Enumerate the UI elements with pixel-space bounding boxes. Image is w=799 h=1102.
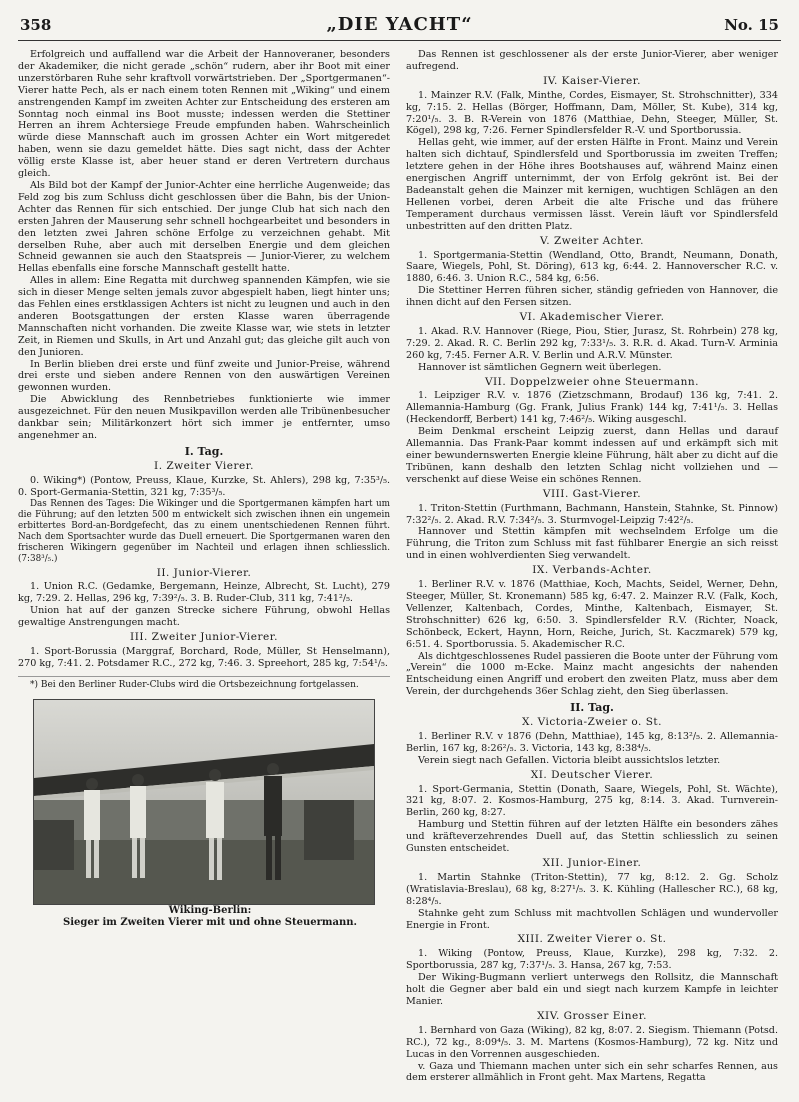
race-result: 1. Mainzer R.V. (Falk, Minthe, Cordes, Eismayer, St. Strohschnitter), 334 kg, 7:15. 2. Hellas (Börger, Hoffmann, Dam, Möller, St. Kube), 314 kg, 7:20¹/₅. 3. B. R-Verein von 1876 (Matthiae, Dehn, Steeger, Müller, St. Kögel), 298 kg, 7:26. Ferner Spindlersfelder R.-V. und Sportborussia.: [406, 89, 778, 137]
race-report: Stahnke geht zum Schluss mit machtvollen Schlägen und wundervoller Energie in Front.: [406, 907, 778, 931]
race-heading: VII. Doppelzweier ohne Steuermann.: [484, 375, 700, 388]
race-heading: III. Zweiter Junior-Vierer.: [130, 631, 278, 644]
race-heading: XIII. Zweiter Vierer o. St.: [517, 933, 667, 946]
race-report: Hannover ist sämtlichen Gegnern weit überlegen.: [418, 361, 662, 373]
race-report: Hamburg und Stettin führen auf der letzten Hälfte ein besonders zähes und kräfteverzehrendes Duell auf, das Stettin schliesslich zu seinen Gunsten entscheidet.: [406, 819, 778, 855]
race-report: Union hat auf der ganzen Strecke sichere Führung, obwohl Hellas gewaltige Anstrengungen macht.: [18, 605, 390, 629]
race-heading: XII. Junior-Einer.: [542, 857, 642, 869]
paragraph: Alles in allem: Eine Regatta mit durchweg spannenden Kämpfen, wie sie sich in dieser Menge selten jemals zuvor abgespielt haben, liegt hinter uns; das Fehlen eines erstklassigen Achters ist nicht zu leugnen und auch in den anderen Bootsgattungen der ersten Klasse waren überragende Mannschaften nicht vorhanden. Die zweite Klasse war, wie stets in letzter Zeit, in Riemen und Skulls, in Art und Anzahl gut; das gleiche gilt auch von den Junioren.: [18, 275, 390, 358]
rowing-crew-image: [34, 700, 374, 904]
race-report: Hannover und Stettin kämpfen mit wechselndem Erfolge um die Führung, die Triton zum Schluss mit fast fühlbarer Energie an sich reisst und in einen wohlverdienten Sieg verwandelt.: [406, 526, 778, 562]
race-heading: I. Zweiter Vierer.: [154, 459, 254, 472]
paragraph: Als Bild bot der Kampf der Junior-Achter eine herrliche Augenweide; das Feld zog bis zum Schluss dicht geschlossen über die Bahn, bis der Union-Achter das Rennen für sich entschied. Der junge Club hat sich nach den ersten Jahren der Mauserung sehr schnell hochgearbeitet und besonders in den letzten zwei Jahren schöne Erfolge zu verzeichnen gehabt. Mit derselben Ruhe, aber auch mit derselben Energie und dem gleichen Schneid gewannen sie auch den Staatspreis — Junior-Vierer, zu welchem Hellas ebenfalls eine forsche Mannschaft gestellt hatte.: [18, 179, 390, 275]
race-heading: XIV. Grosser Einer.: [537, 1009, 647, 1022]
journal-title: „DIE YACHT“: [326, 14, 473, 35]
race-heading: VIII. Gast-Vierer.: [542, 487, 642, 500]
footnote: *) Bei den Berliner Ruder-Clubs wird die Ortsbezeichnung fortgelassen.: [18, 676, 390, 691]
race-heading: IV. Kaiser-Vierer.: [543, 74, 641, 87]
race-heading: VI. Akademischer Vierer.: [519, 311, 665, 324]
race-heading: IX. Verbands-Achter.: [532, 564, 652, 577]
race-heading: XI. Deutscher Vierer.: [530, 768, 654, 781]
race-result: 1. Martin Stahnke (Triton-Stettin), 77 kg, 8:12. 2. Gg. Scholz (Wratislavia-Breslau), 68 kg, 8:27¹/₅. 3. K. Kühling (Hallescher RC.), 68 kg, 8:28⁴/₅.: [406, 871, 778, 907]
photo-caption-subtitle: Sieger im Zweiten Vierer mit und ohne Steuermann.: [62, 916, 357, 928]
paragraph: In Berlin blieben drei erste und fünf zweite und Junior-Preise, während drei erste und sieben andere Rennen von den auswärtigen Vereinen gewonnen wurden.: [18, 358, 390, 394]
day-heading: I. Tag.: [184, 444, 224, 458]
page-number: 358: [20, 16, 52, 34]
race-heading: X. Victoria-Zweier o. St.: [521, 716, 662, 729]
race-heading: II. Junior-Vierer.: [156, 566, 252, 579]
photo-caption-title: Wiking-Berlin:: [168, 904, 252, 916]
race-result: 1. Wiking (Pontow, Preuss, Klaue, Kurzke), 298 kg, 7:32. 2. Sportborussia, 287 kg, 7:37¹/₅. 3. Hansa, 267 kg, 7:53.: [406, 948, 778, 972]
race-report: Der Wiking-Bugmann verliert unterwegs den Rollsitz, die Mannschaft holt die Gegner aber bald ein und siegt nach kurzem Kampfe in leichter Manier.: [406, 972, 778, 1007]
race-report: Die Stettiner Herren führen sicher, ständig gefrieden von Hannover, die ihnen dicht auf den Fersen sitzen.: [406, 285, 778, 309]
race-result: 1. Akad. R.V. Hannover (Riege, Piou, Stier, Jurasz, St. Rohrbein) 278 kg, 7:29. 2. Akad. R. C. Berlin 292 kg, 7:33¹/₅. 3. R.R. d. Akad. Turn-V. Arminia 260 kg, 7:45. Ferner A.R. V. Berlin und A.R.V. Münster.: [406, 325, 778, 361]
race-heading: V. Zweiter Achter.: [540, 234, 644, 247]
race-result: 1. Union R.C. (Gedamke, Bergemann, Heinze, Albrecht, St. Lucht), 279 kg, 7:29. 2. Hellas, 296 kg, 7:39²/₅. 3. B. Ruder-Club, 311 kg, 7:41²/₅.: [18, 581, 390, 605]
race-result: 1. Berliner R.V. v 1876 (Dehn, Matthiae), 145 kg, 8:13²/₅. 2. Allemannia-Berlin, 167 kg, 8:26²/₅. 3. Victoria, 143 kg, 8:38⁴/₅.: [406, 730, 778, 754]
left-column: [18, 49, 390, 1084]
race-result: 1. Sport-Germania, Stettin (Donath, Saare, Wiegels, Pohl, St. Wächte), 321 kg, 8:07. 2. Kosmos-Hamburg, 275 kg, 8:14. 3. Akad. Turnverein-Berlin, 260 kg, 8:27.: [406, 783, 778, 819]
race-report: Das Rennen des Tages: Die Wikinger und die Sportgermanen kämpfen hart um die Führung; auf den letzten 500 m entwickelt sich zwischen ihnen ein ungemein erbittertes Bord-an-Bordgefecht, das zu einem unentschiedenen Rennen führt. Nach dem Sportsachter wurde das Duell erneuert. Die Sportgermanen waren den frischeren Wikingern gegenüber im Nachteil und erlagen ihnen schliesslich. (7:38³/₅.): [18, 498, 390, 564]
day-heading: II. Tag.: [570, 701, 614, 715]
race-result: 1. Sport-Borussia (Marggraf, Borchard, Rode, Müller, St Henselmann), 270 kg, 7:41. 2. Potsdamer R.C., 272 kg, 7:46. 3. Spreehort, 285 kg, 7:54¹/₅.: [18, 645, 390, 669]
race-result: 1. Triton-Stettin (Furthmann, Bachmann, Hanstein, Stahnke, St. Pinnow) 7:32²/₅. 2. Akad. R.V. 7:34²/₅. 3. Sturmvogel-Leipzig 7:42²/₅.: [406, 502, 778, 526]
race-result: 1. Berliner R.V. v. 1876 (Matthiae, Koch, Machts, Seidel, Werner, Dehn, Steeger, Müller, St. Kronemann) 585 kg, 6:47. 2. Mainzer R.V. (Falk, Koch, Vellenzer, Kaltenbach, Cordes, Minthe, Kaltenbach, Eismayer, St. Strohschnitter) 626 kg, 6:50. 3. Spindlersfelder R.V. (Richter, Noack, Schönbeck, Eckert, Haynn, Horn, Reiche, Jurich, St. Kaczmarek) 579 kg, 6:51. 4. Sportborussia. 5. Akademischer R.C.: [406, 579, 778, 650]
race-report: Verein siegt nach Gefallen. Victoria bleibt aussichtslos letzter.: [418, 754, 721, 766]
race-report: v. Gaza und Thiemann machen unter sich ein sehr scharfes Rennen, aus dem ersterer allmählich in Front geht. Max Martens, Regatta: [406, 1060, 778, 1084]
race-result: 1. Bernhard von Gaza (Wiking), 82 kg, 8:07. 2. Siegism. Thiemann (Potsd. RC.), 72 kg., 8:09⁴/₅. 3. M. Martens (Kosmos-Hamburg), 72 kg. Nitz und Lucas in den Vorrennen ausgeschieden.: [406, 1024, 778, 1060]
paragraph: Das Rennen ist geschlossener als der erste Junior-Vierer, aber weniger aufregend.: [406, 49, 778, 72]
race-report: Hellas geht, wie immer, auf der ersten Hälfte in Front. Mainz und Verein halten sich dichtauf, Spindlersfeld und Sportborussia im zweiten Treffen; letztere gehen in der Höhe ihres Bootshauses auf, während Mainz einen energischen Angriff unternimmt, der von Erfolg gekrönt ist. Bei der Badeanstalt gehen die Mainzer mit kernigen, wuchtigen Schlägen an den Hellenen vorbei, deren Arbeit die alte Frische und das frühere Temperament durchaus vermissen lässt. Verein läuft vor Spindlersfeld unbestritten auf den dritten Platz.: [406, 137, 778, 232]
page-header: [18, 14, 781, 41]
race-report: Beim Denkmal erscheint Leipzig zuerst, dann Hellas und darauf Allemannia. Das Frank-Paar kommt indessen auf und erkämpft sich mit einer bewundernswerten Energie kleine Führung, hält aber zu dicht auf die Tribünen, kann deshalb den letzten Schlag nicht vollziehen und — verschenkt auf diese Weise ein schönes Rennen.: [406, 426, 778, 485]
paragraph: Die Abwicklung des Rennbetriebes funktionierte wie immer ausgezeichnet. Für den neuen Musikpavillon werden alle Tribünenbesucher dankbar sein; Militärkonzert hört sich immer je entfernter, umso angenehmer an.: [18, 394, 390, 441]
race-result: 0. Wiking*) (Pontow, Preuss, Klaue, Kurzke, St. Ahlers), 298 kg, 7:35³/₅. 0. Sport-Germania-Stettin, 321 kg, 7:35³/₅.: [18, 474, 390, 498]
right-column: [406, 49, 778, 1084]
race-result: 1. Leipziger R.V. v. 1876 (Zietzschmann, Brodauf) 136 kg, 7:41. 2. Allemannia-Hamburg (Gg. Frank, Julius Frank) 144 kg, 7:41¹/₅. 3. Hellas (Heckendorff, Berbert) 141 kg, 7:46²/₅. Wiking ausgeschl.: [406, 390, 778, 426]
crew-photo: [33, 699, 375, 905]
race-report: Als dichtgeschlossenes Rudel passieren die Boote unter der Führung vom „Verein“ die 1000 m-Ecke. Mainz macht angesichts der nahenden Entscheidung einen Angriff und erobert den zweiten Platz, muss aber dem Verein, der durchgehends 36er Schlag zieht, den Sieg überlassen.: [406, 650, 778, 698]
race-result: 1. Sportgermania-Stettin (Wendland, Otto, Brandt, Neumann, Donath, Saare, Wiegels, Pohl, St. Döring), 613 kg, 6:44. 2. Hannoverscher R.C. v. 1880, 6:46. 3. Union R.C., 584 kg, 6:56.: [406, 249, 778, 285]
photo-figure: [24, 699, 384, 929]
paragraph: Erfolgreich und auffallend war die Arbeit der Hannoveraner, besonders der Akademiker, die nicht gerade „schön“ rudern, aber ihr Boot mit einer unzerstörbaren Ruhe sehr kraftvoll vorwärtstrieben. Der „Sportgermanen“-Vierer hatte Pech, als er nach einem toten Rennen mit „Wiking“ und einem anstrengenden Kampf im zweiten Achter zur Entscheidung des ersteren am Sonntag noch einmal ins Boot musste; indessen werden die Stettiner Herren an ihrem Achtersiege Freude empfunden haben. Wahrscheinlich würde diese Mannschaft auch im grossen Achter ein Wort mitgeredet haben, wenn sie dazu gemeldet hätte. Dies sagt nicht, dass der Achter völlig erste Klasse ist, aber heuer stand er deren Vertretern durchaus gleich.: [18, 49, 390, 180]
issue-number: No. 15: [724, 16, 779, 34]
